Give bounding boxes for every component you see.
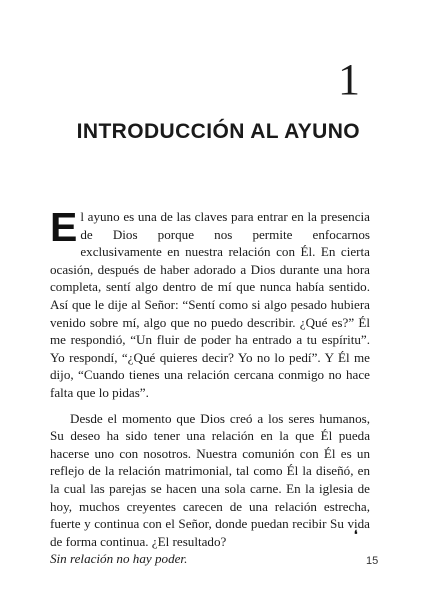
paragraph-2 [50, 410, 370, 568]
paragraph-2-text: Desde el momento que Dios creó a los seres humanos, Su deseo ha sido tener una relación en la que Él pueda hacerse uno con nosotros. Nuestra comunión con Él es un reflejo de la relación matrimonial, tal como Él la diseñó, en la cual las parejas se hacen una sola carne. En la iglesia de hoy, muchos creyentes carecen de una relación estrecha, fuerte y continua con el Señor, donde puedan recibir Su vida de forma continua. ¿El resultado? [50, 410, 370, 549]
chapter-title: INTRODUCCIÓN AL AYUNO [76, 120, 360, 143]
chapter-number: 1 [338, 55, 360, 104]
paragraph-1-text: l ayuno es una de las claves para entrar en la presencia de Dios porque nos permite enfocarnos exclusivamente en nuestra relación con Él. En cierta ocasión, después de haber adorado a Dios durante una hora completa, sentí algo dentro de mí que nunca había sentido. Así que le dije al Señor: “Sentí como si algo pesado hubiera venido sobre mí, algo que no puedo describir. ¿Qué es?” Él me respondió, “Un fluir de poder ha entrado a tu espíritu”. Yo respondí, “¿Qué quieres decir? Yo no lo pedí”. Y Él me dijo, “Cuando tienes una relación cercana conmigo no hace falta que lo pidas”. [50, 209, 370, 400]
page-number: 15 [366, 555, 379, 567]
paragraph-2-emphasis: Sin relación no hay poder. [50, 551, 188, 567]
quote-ornament: ❛ [354, 529, 358, 541]
drop-cap: E [50, 204, 78, 250]
paragraph-1 [50, 204, 370, 402]
body-text [50, 204, 370, 576]
